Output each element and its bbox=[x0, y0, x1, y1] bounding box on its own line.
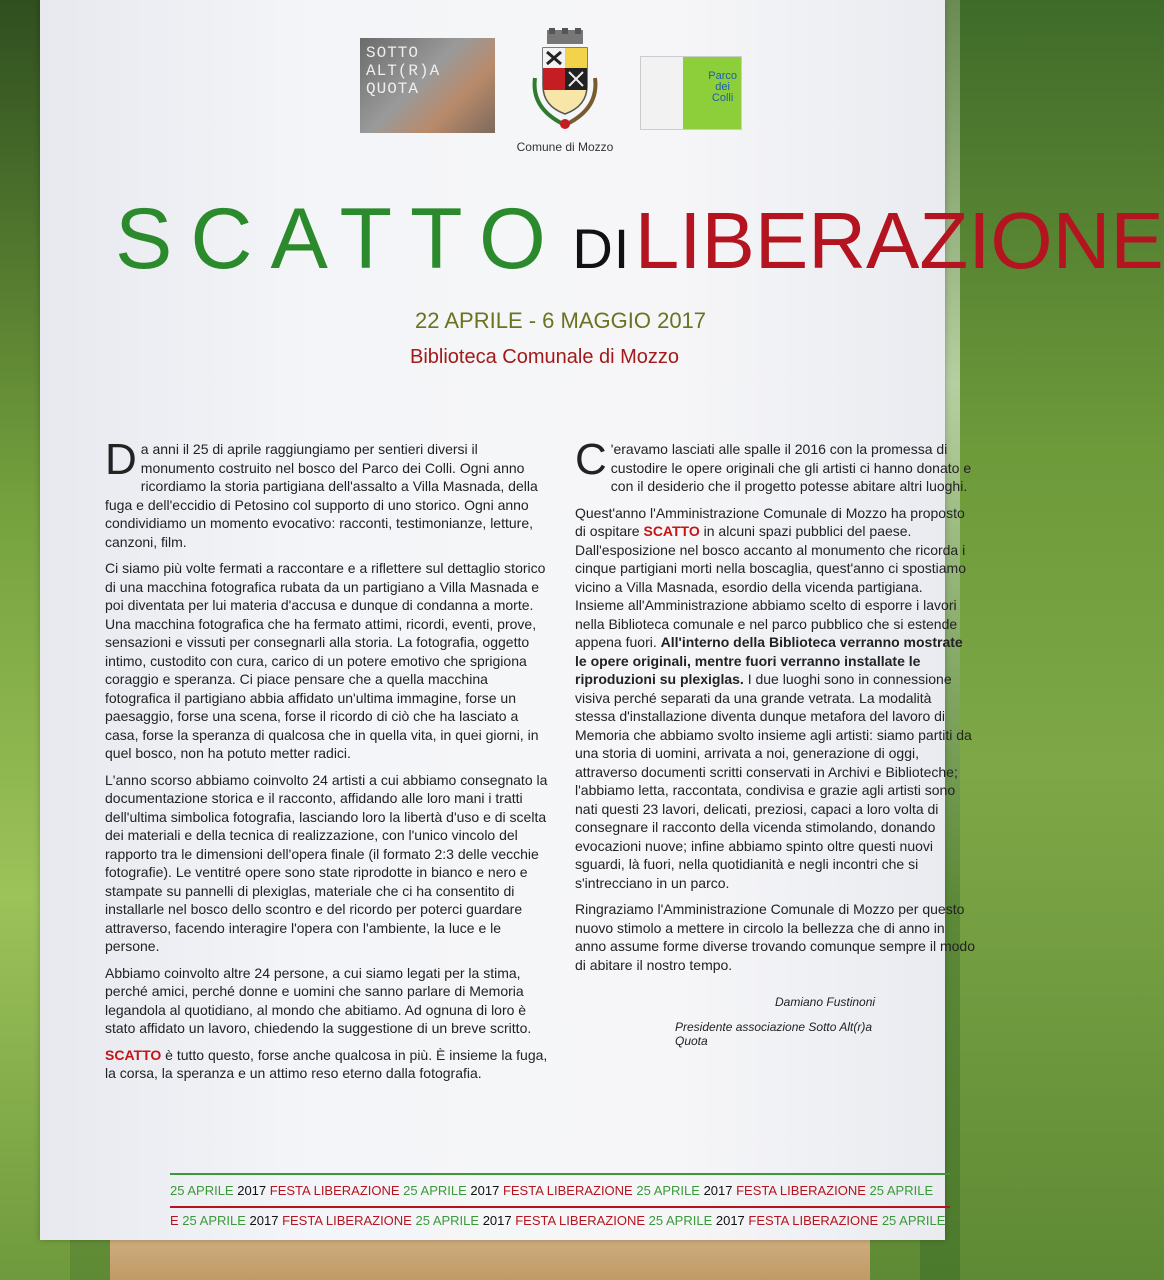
ticker-text: FESTA LIBERAZIONE bbox=[736, 1183, 870, 1198]
ticker-text: 25 APRILE bbox=[869, 1183, 934, 1198]
comune-di-mozzo-logo bbox=[510, 28, 620, 168]
paragraph-text: 'eravamo lasciati alle spalle il 2016 con la promessa di custodire le opere originali che gli artisti ci hanno donato e con il desiderio che il progetto potesse abitare altri luoghi. bbox=[610, 441, 972, 494]
paragraph-text: a anni il 25 di aprile raggiungiamo per sentieri diversi il monumento costruito nel bosco del Parco dei Colli. Ogni anno ricordiamo la storia partigiana dell'assalto a Villa Masnada, della fuga e dell'eccidio di Petosino col supporto di uno storico. Ogni anno condividiamo un momento evocativo: racconti, testimonianze, letture, canzoni, film. bbox=[105, 441, 538, 550]
ticker-row-1 bbox=[170, 1183, 950, 1198]
banner-rule-red bbox=[170, 1206, 950, 1208]
ticker-text: E bbox=[170, 1213, 183, 1228]
ticker-text: 25 APRILE bbox=[170, 1183, 238, 1198]
parco-word: dei bbox=[715, 81, 730, 93]
poster-content bbox=[85, 0, 1164, 1240]
paragraph bbox=[105, 1046, 550, 1083]
ticker-text: FESTA LIBERAZIONE bbox=[515, 1213, 649, 1228]
ticker-text: 25 APRILE bbox=[636, 1183, 704, 1198]
parco-logo-text bbox=[708, 71, 737, 104]
coat-of-arms-icon bbox=[525, 28, 605, 138]
logo-line: ALT(R)A bbox=[366, 62, 441, 80]
ticker-text: FESTA LIBERAZIONE bbox=[282, 1213, 416, 1228]
signature-name: Damiano Fustinoni bbox=[775, 995, 876, 1009]
paragraph bbox=[575, 504, 975, 893]
ticker-text: 25 APRILE bbox=[182, 1213, 250, 1228]
ticker-text: 25 APRILE bbox=[648, 1213, 716, 1228]
logo-row bbox=[315, 28, 735, 168]
logo-line: SOTTO bbox=[366, 44, 420, 62]
ticker-text: 2017 bbox=[470, 1183, 503, 1198]
ticker-text: 2017 bbox=[482, 1213, 516, 1228]
ticker-text: FESTA LIBERAZIONE bbox=[748, 1213, 882, 1228]
parco-word: Colli bbox=[711, 92, 734, 104]
paragraph-text: è tutto questo, forse anche qualcosa in più. È insieme la fuga, la corsa, la speranza e un attimo reso eterno dalla fotografia. bbox=[105, 1046, 548, 1081]
paragraph-text: in alcuni spazi pubblici del paese. Dall'esposizione nel bosco accanto al monumento che ricorda i cinque partigiani morti nella boscaglia, quest'anno ci spostiamo vicino a Villa Masnada, esordio della vicenda partigiana. Insieme all'Amministrazione abbiamo scelto di esporre i lavori nella Biblioteca comunale e nel parco pubblico che si estende appena fuori. bbox=[575, 523, 967, 650]
drop-cap: C bbox=[575, 435, 607, 484]
paragraph: Ci siamo più volte fermati a raccontare e a riflettere sul dettaglio storico di una macchina fotografica rubata da un partigiano a Villa Masnada e poi diventata per lui materia d'accusa e dunque di condanna a morte. Una macchina fotografica che ha fermato attimi, ricordi, eventi, prove, sensazioni e vissuti per consegnarli alla storia. La fotografia, oggetto intimo, custodito con cura, carico di un potere emotivo che sprigiona coraggio e speranza. Ci piace pensare che a quella macchina fotografica il partigiano abbia affidato un'ultima immagine, forse un paesaggio, forse una scena, forse il ricordo di ciò che ha lasciato a casa, forse la speranza di qualcosa che in quella vita, in quei giorni, in quel bosco, non ha potuto metter radici. bbox=[105, 560, 546, 761]
comune-caption: Comune di Mozzo bbox=[516, 140, 614, 154]
ticker-row-2 bbox=[170, 1213, 950, 1228]
ticker-text: 25 APRILE bbox=[403, 1183, 471, 1198]
left-column bbox=[105, 435, 550, 1091]
bold-statement: All'interno della Biblioteca verranno mostrate le opere originali, mentre fuori verranno installate le riproduzioni su plexiglas. bbox=[575, 634, 963, 687]
paragraph-text: Quest'anno l'Amministrazione Comunale di Mozzo ha proposto di ospitare bbox=[575, 504, 965, 539]
paragraph bbox=[575, 435, 975, 496]
parco-word: Parco bbox=[708, 70, 737, 82]
ticker-text: 2017 bbox=[237, 1183, 270, 1198]
right-column bbox=[575, 435, 975, 982]
banner-rule-green bbox=[170, 1173, 950, 1175]
poster-title bbox=[115, 190, 1164, 290]
paragraph: Abbiamo coinvolto altre 24 persone, a cui siamo legati per la stima, perché amici, perché donne e uomini che sanno parlare di Memoria legandola al quotidiano, al mondo che abitiamo. Ad ognuna di loro è stato affidato un lavoro, chiedendo la suggestione di un breve scritto. bbox=[105, 964, 532, 1036]
drop-cap: D bbox=[105, 435, 137, 484]
logo-line: QUOTA bbox=[366, 80, 420, 98]
scatto-highlight: SCATTO bbox=[105, 1046, 162, 1063]
title-liberazione: LIBERAZIONE bbox=[634, 196, 1164, 285]
paragraph bbox=[105, 435, 550, 551]
sotto-altra-quota-logo bbox=[360, 38, 495, 133]
parco-dei-colli-logo bbox=[640, 56, 742, 130]
ticker-text: 2017 bbox=[715, 1213, 749, 1228]
paragraph-text: I due luoghi sono in connessione visiva perché separati da una grande vetrata. La modalità stessa d'installazione diventa dunque metafora del lavoro di Memoria che abbiamo svolto insieme agli artisti: siamo partiti da una storia di uomini, arrivata a noi, generazione di oggi, attraverso documenti scritti conservati in Archivi e Biblioteche; l'abbiamo letta, raccontata, condivisa e grazie agli artisti sono nati questi 23 lavori, delicati, preziosi, capaci a loro volta di consegnare il racconto della vicenda stimolando, donando evocazioni nuove; infine abbiamo spinto oltre questi nuovi sguardi, là fuori, nella quotidianità e negli incontri che si s'intrecciano in un parco. bbox=[575, 671, 972, 891]
paragraph: Ringraziamo l'Amministrazione Comunale di Mozzo per questo nuovo stimolo a mettere in circolo la bellezza che di anno in anno assume forme diverse trovando comunque sempre il modo di abitare il nostro tempo. bbox=[575, 901, 975, 973]
event-dates: 22 APRILE - 6 MAGGIO 2017 bbox=[415, 308, 707, 333]
scatto-highlight: SCATTO bbox=[643, 523, 700, 539]
ticker-text: 25 APRILE bbox=[415, 1213, 483, 1228]
poster-panel bbox=[40, 0, 1164, 1240]
ticker-text: FESTA LIBERAZIONE bbox=[502, 1183, 637, 1198]
ticker-text: FESTA LIBERAZIONE bbox=[269, 1183, 404, 1198]
event-place: Biblioteca Comunale di Mozzo bbox=[410, 346, 680, 368]
signature-role: Presidente associazione Sotto Alt(r)a Quota bbox=[675, 1020, 872, 1048]
ticker-text: 2017 bbox=[249, 1213, 283, 1228]
ticker-text: 25 APRILE bbox=[881, 1213, 946, 1228]
paragraph: L'anno scorso abbiamo coinvolto 24 artisti a cui abbiamo consegnato la documentazione storica e il racconto, affidando alle loro mani i tratti dell'ultima simbolica fotografia, lasciando loro la libertà d'uso e di scelta dei materiali e della tecnica di realizzazione, con l'unico vincolo del rapporto tra le dimensioni dell'opera finale (il formato 2:3 delle vecchie fotografie). Le ventitré opere sono state riprodotte in bianco e nero e stampate su pannelli di plexiglas, materiale che ci ha consentito di installarle nel bosco dello scontro e del ricordo per poterci guardare attraverso, facendo interagire l'opera con l'ambiente, la luce e le persone. bbox=[105, 771, 548, 954]
title-di: DI bbox=[572, 217, 631, 280]
title-scatto: SCATTO bbox=[115, 191, 564, 287]
ticker-text: 2017 bbox=[703, 1183, 737, 1198]
